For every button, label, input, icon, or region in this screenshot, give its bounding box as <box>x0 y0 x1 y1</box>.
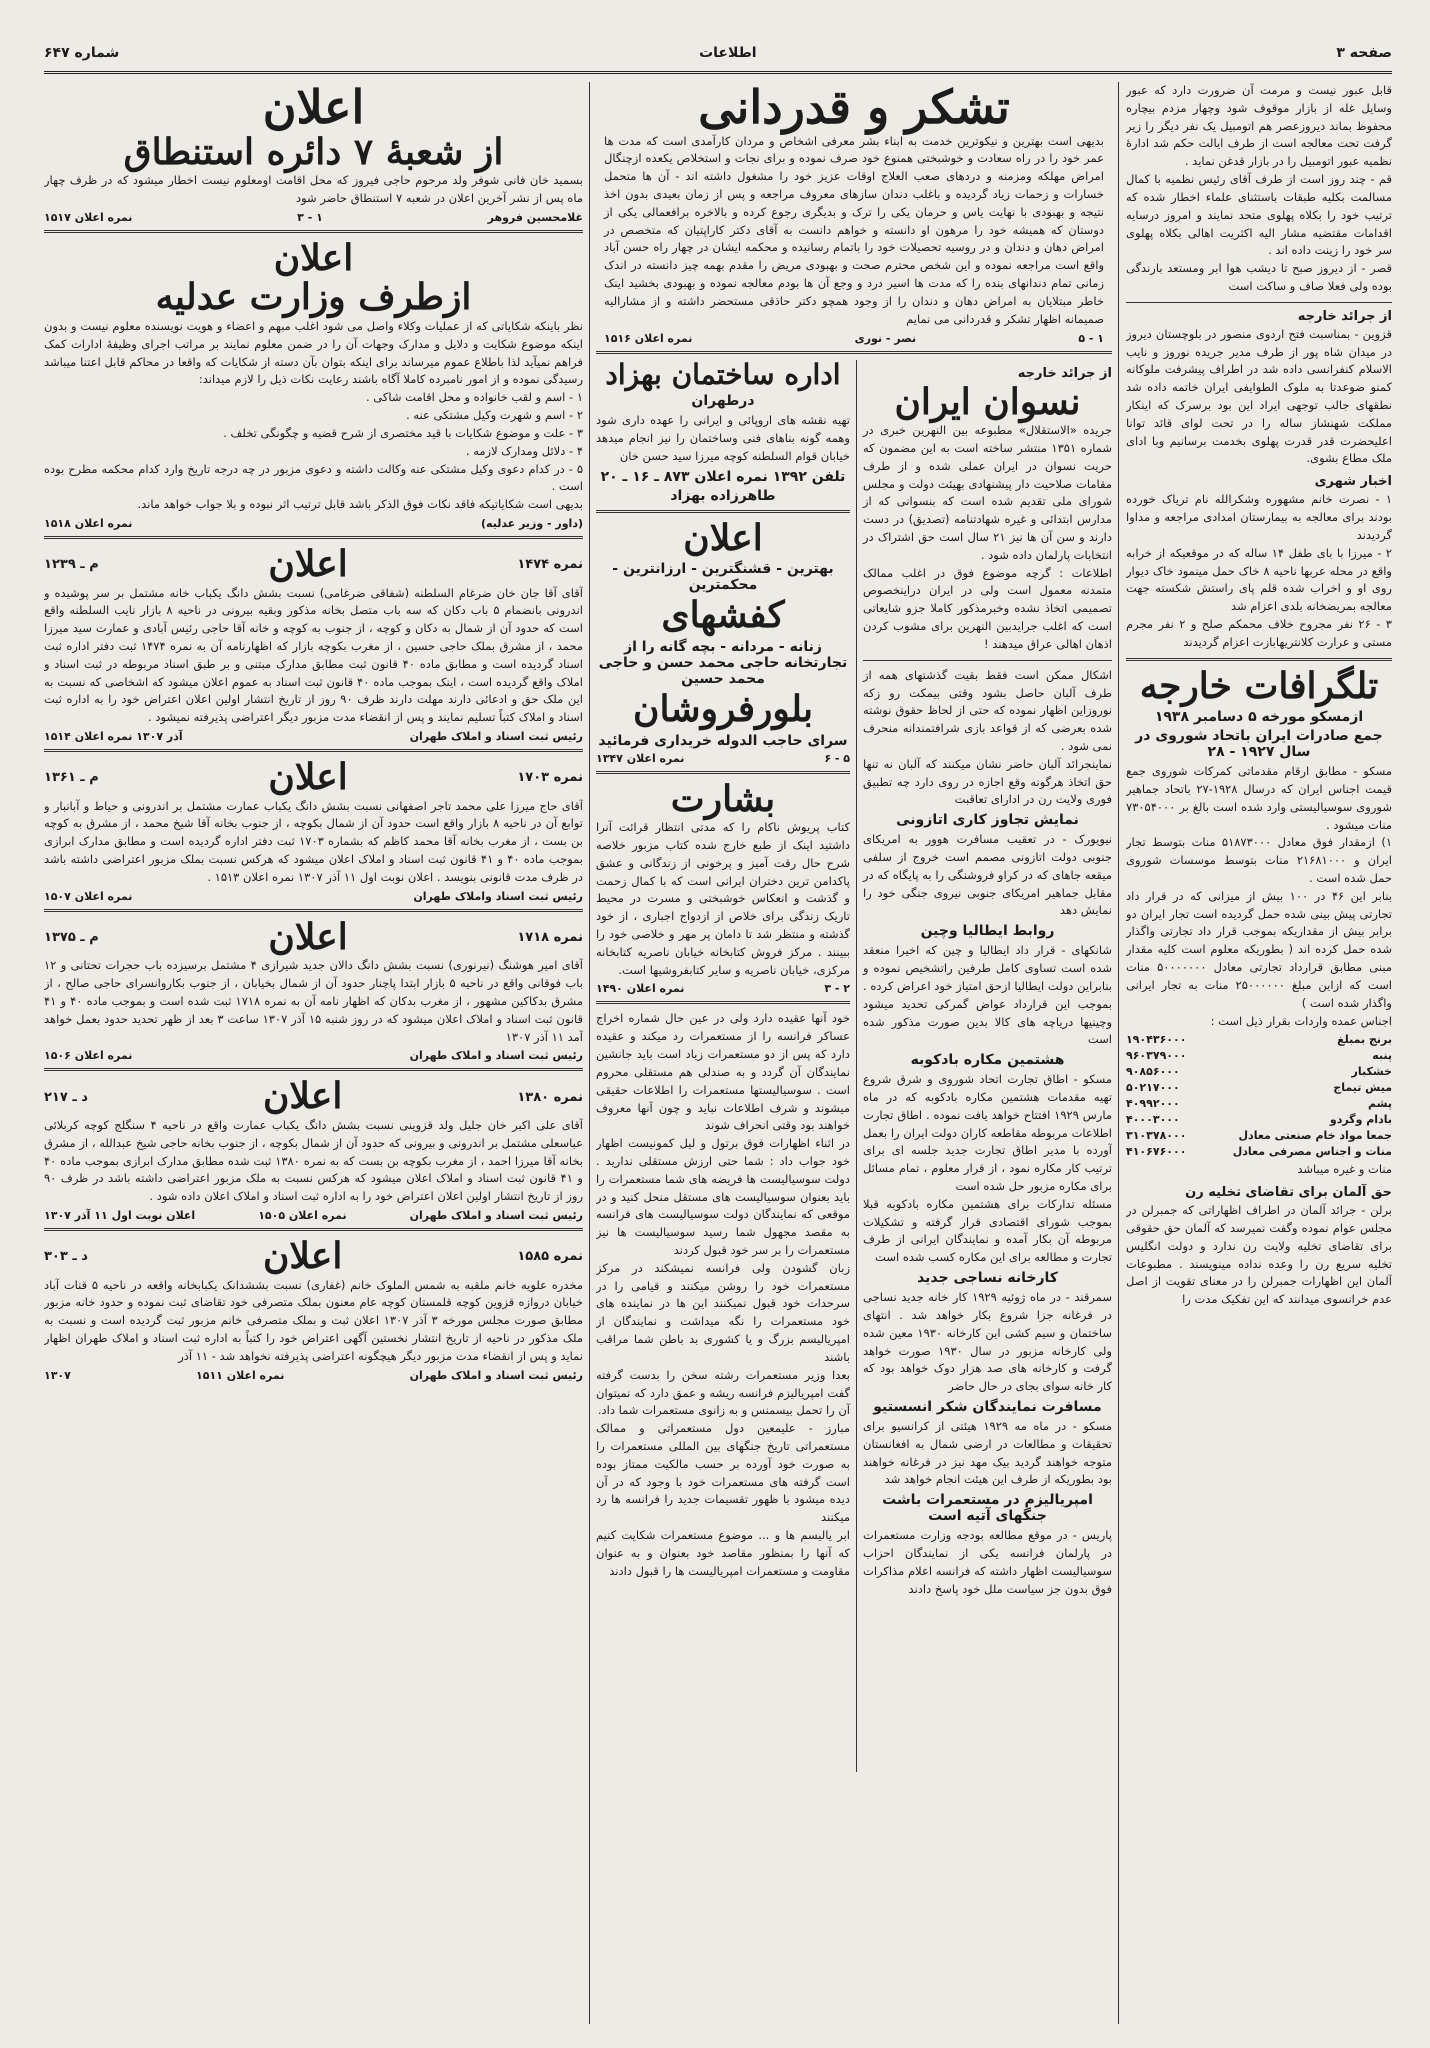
ad-file-number: د ـ ۲۱۷ <box>44 1089 88 1105</box>
good-news-title: بشارت <box>670 777 776 820</box>
import-name: پنبه <box>1372 1049 1392 1063</box>
signature: رئیس ثبت اسناد و املاک طهران <box>409 1368 583 1382</box>
article-text: بدیهی است بهترین و نیکوترین خدمت به ابناء بشر معرفی اشخاص و مردان کارآمدی است که مدت ها عمر خود را در راه سعادت و خوشبختی همنوع خود صرف نموده و برای نجات و استخلاص یکعده ازچنگال امراض مهلکه ومزمنه و دردهای صعب العلاج اوقات عزیز خود را مشغول داشته اند - آن ها متحمل خسارات و زحمات زیاد گردیده و باغلب دندان سازهای معروف مراجعه و پس از زمان بعیدی بدون اخذ نتیجه و بهبودی با نهایت یاس و حرمان یکی را ترک و بدیگری رجوع کرده و بالاخره برافعمالی یکی از دوستان که همیشه خود را مرهون او دانسته و خواهم دانست به آقای دکتر کاراپتیان که متخصص در امراض دهان و دندان و در روسیه تحصیلات خود را باتمام رسانیده و محکمه ایشان در چهار راه حسن آباد واقع است مراجعه نموده و این شخص محترم صحت و بهبودی مریض را مقدم بهمه چیز دانسته در اندک زمانی تمام دندانهای بنده را که مدت ها اسیر درد و وجع آن ها بودم معالجه نموده و بهبودی بخشید اینک خاطر مبتلایان به امراض دهان و دندان را از وجود همچو دکتر حاذقی مستحضر داشته و از مشارالیه صمیمانه اظهار تشکر و قدردانی می نمایم <box>604 133 1104 326</box>
import-name: جمعا مواد خام صنعتی معادل <box>1238 1129 1392 1143</box>
telegrams-dateline: ازمسکو مورخه ۵ دسامبر ۱۹۳۸ <box>1154 709 1364 726</box>
import-name: خشکبار <box>1351 1065 1392 1079</box>
thanks-title: تشکر و قدردانی <box>698 82 1010 134</box>
article-text: اجناس عمده واردات بقرار ذیل است : <box>1210 1013 1392 1028</box>
article-text: ابر یالیسم ها و ... موضوع مستعمرات شکایت کنیم که آنها را بمنظور مقاصد خود بعنوان و به عنوان مقاومت و مستعمرات امپریالیست ها را قبول دادند <box>596 1528 850 1578</box>
ad-subtitle: بهترین - قشنگترین - ارزانترین - محکمترین <box>612 561 834 594</box>
section-heading: از جرائد خارجه <box>1297 308 1392 324</box>
ad-item: ۱ - اسم و لقب خانواده و محل اقامت شاکی . <box>366 390 583 405</box>
import-name: پشم <box>1368 1097 1392 1111</box>
ad-text: آقای حاج میرزا علی محمد تاجر اصفهانی نسبت بشش دانگ یکباب عمارت مشتمل بر اندرونی و حیاط و آبانبار و توابع آن در ناحیه ۸ بازار واقع است حدود آن از شمال بکوچه ، از جنوب بخانه آقا شیخ محمد ، از مشرق به کوچه بن بست ، از مغرب بخانه آقا محمد کاظم که بشماره ۱۷۰۳ ثبت دفتر اداره گردیده است و مطابق مدارک ابرازی بموجب ماده ۴۰ و ۴۱ قانون ثبت اسناد و املاک اعلان میشود که هرکس نسبت بملک مزبور اعتراضی داشته باشد در ظرف مدت قانونی بنویسد . اعلان نوبت اول ۱۱ آذر ۱۳۰۷ نمره اعلان ۱۵۱۳ . <box>44 798 583 884</box>
store-title: بلورفروشان <box>633 687 813 730</box>
article-text: مسکو - اطاق تجارت اتحاد شوروی و شرق شروع تهیه مقدمات هشتمین مکاره بادکوبه که در ماه مارس ۱۹۲۹ افتتاح خواهد یافت نموده . اطاق تجارت اطلاعات مربوطه مقاطعه کاران دولت ایران را بعمل آورده با مدیر اطاق تجارت جدید جلسه ای برای ترتیب کار مکاره نمود ، از قرار معلوم ، تمام مسائل برای مکاره مزبور حل شده است <box>863 1072 1112 1193</box>
ad-reg-number: نمره ۱۷۰۳ <box>517 770 583 786</box>
import-name: برنج بمبلغ <box>1337 1033 1392 1047</box>
ad-number: نمره اعلان ۱۵۱۷ <box>44 210 133 224</box>
article-text: پاریس - در موقع مطالعه بودجه وزارت مستعمرات در پارلمان فرانسه یکی از نمایندگان احزاب سوسیالیست اظهار داشته که فرانسه اعلام مذاکرات فوق بدون جز سیاست ملل خود پاسخ دادند <box>863 1528 1112 1596</box>
article-text: نماینجرائد آلبان حاضر نشان میکنند که آلبان نه تنها حق اتخاذ هرگونه وقع اجازه در روی دارد چه تطبیق فوری ولایت رن در ادارای تعاقبت <box>863 756 1112 807</box>
ad-parts: ۱ - ۳ <box>297 210 323 224</box>
article-text: قصر - از دیروز صبح تا دیشب هوا ابر ومستعد بارندگی بوده ولی فعلا صاف و ساکت است <box>1126 261 1392 293</box>
article-text: مبارز - علیمعین دول مستعمراتی و ممالک مستعمراتی تاریخ جنگهای بین المللی مستعمرات را به صورت خود آورده بر حسب مالکیت ممتاز بوده است گرفته های مستعمرات خود با وجود که در آن دیده میشود با ظهور تقسیمات جدید را فرانسه ها رد میکنند <box>596 1421 850 1525</box>
article-text: نیویورک - در تعقیب مسافرت هوور به امریکای جنوبی دولت اتازونی مصمم است خروج از سلفی میقعه جاهای که در کراو فروشنگی را به پایگاه که در مقابل جماهیر امریکای جنوبی نیروی جنگی خود را نمایش دهد <box>863 832 1112 918</box>
ad-number: نمره اعلان ۱۵۰۶ <box>44 1049 133 1063</box>
import-name: بادام وگردو <box>1329 1113 1392 1127</box>
ad-item: ۲ - اسم و شهرت وکیل مشتکی عنه . <box>406 408 583 423</box>
section-heading: اخبار شهری <box>1314 474 1392 490</box>
news-headline: مسافرت نمایندگان شکر انسستیو <box>873 1398 1102 1415</box>
ad-title: اعلان <box>268 756 348 799</box>
article-text: کتاب پریوش ناکام را که مدتی انتظار قرائت آنرا داشتید اینک از طبع خارج شده کتاب مزبور خلاصه شرح حال رقت آمیز و پرخونی از زندگانی و عشق پاکدامن ترین دختران ایرانی است که با کمال زحمت و گذشت و انعکاس خوشبختی و مسرت در محیط تاریک زندگی برای خلاص از ازدواج اجباری ، از خود گذشته و منتظر شد تا دامان پر مهر و خلاصی خود را ببینند . مرکز فروش کتابخانه خیابان ناصریه کتابخانه مرکزی، خیابان ناصریه و سایر کتابفروشیها است. <box>596 820 850 977</box>
ad-item: ۵ - در کدام دعوی وکیل مشتکی عنه وکالت داشته و دعوی مزبور در چه درجه تاریخ وارد کدام محکمه مطرح بوده است . <box>44 461 583 494</box>
section-heading: حق آلمان برای تقاضای تخلیه رن <box>1185 1185 1392 1201</box>
article-text: شانکهای - قرار داد ایطالیا و چین که اخیرا منعقد شده است تساوی کامل طرفین راتشخیص نموده و بنابراین دولت ایطالیا ازحق امتیاز خود اعراض کرده . بموجب این قرارداد عواض گمرکی تحدید میشود وچینیها دریاچه های کالا بدین صورت مذکور شده است <box>863 943 1112 1047</box>
masthead <box>44 34 1392 74</box>
import-value: ۴۰۹۹۲۰۰۰ <box>1126 1097 1180 1111</box>
import-value: ۴۰۰۰۳۰۰۰ <box>1126 1113 1180 1127</box>
ad-text: مخدره علویه خانم ملقبه به شمس الملوک خانم (غفاری) نسبت بششدانک یکبابخانه واقعه در ناحیه ۵ قنات آباد خیابان دروازه قزوین کوچه قلمستان کوچه عام معنون بملک متصرفی خود تقاضای ثبت نموده و حدود خانه مزبور مطابق صورت مجلس مورخه ۳ آذر ۱۳۰۷ اعلان ثبت و بملک متصرفی خانم مزبور ثبت گردیده است و نسبت به ملک مذکور در ناحیه از تاریخ انتشار نخستین آگهی اعتراض خود را کتباً به اداره ثبت اسناد و املاک طهران اظهار نماید و پس از انقضاء مدت مزبور دیگر هیچگونه اعتراضی پذیرفته نخواهد شد - ۱۱ آذر <box>44 1277 583 1363</box>
article-text: منات و غیره میباشد <box>1297 1162 1392 1177</box>
ad-file-number: د ـ ۳۰۳ <box>44 1249 88 1265</box>
column-rule <box>1118 82 1119 2024</box>
ad-subtitle: ازطرف وزارت عدلیه <box>155 276 472 319</box>
column-rule <box>589 82 590 2024</box>
article-text: مسکو - در ماه مه ۱۹۲۹ هیئتی از کرانسیو برای تحقیقات و مطالعات در ارضی شمال به افغانستان متوجه خواهند گردید بیک مهد نیز در فرغانه خواهند بود بطوریکه از طرف این هیئت انجام خواهد شد <box>863 1418 1112 1487</box>
article-text: خود آنها عقیده دارد ولی در عین حال شماره اخراج عساکر فرانسه را از مستعمرات رد میکند و عقیده دارد که پس از دو مستعمرات زیاد است باید جانشین نمایندگان آن گردد و به صندلی هم مستقلی محروم است . سوسیالیستها مستعمرات را اطلاعات حقیقی میشوند و شرف اطلاعات نباید و چون آنها معروف خواهند بود وقتی انحراف شوند <box>596 1011 850 1133</box>
ad-item: ۴ - دلائل ومدارک لازمه . <box>465 443 583 458</box>
ad-parts: ۱ - ۵ <box>1078 331 1104 345</box>
article-text: مسکو - مطابق ارقام مقدماتی کمرکات شوروی جمع قیمت اجناس ایران که درسال ۱۹۲۸-۲۷ باتحاد جماهیر شوروی سوسیالیستی وارد شده است بالغ بر ۷۳۰۵۴۰۰۰ منات میشود . <box>1126 764 1392 832</box>
ad-file-number: م ـ ۱۳۷۵ <box>44 929 99 945</box>
ad-number: نمره اعلان ۱۵۰۷ <box>44 889 133 903</box>
page-number: صفحه ۳ <box>1336 44 1392 61</box>
article-text: مسئله تدارکات برای هشتمین مکاره بادکوبه قبلا بموجب شورای اقتصادی قرار گرفته و تشکیلات مربوطه آن بکار آمده و نمایندگان ایرانی از طرف تجارت و مطالعه برای این مکاره کسب شده است <box>863 1196 1112 1265</box>
ad-parts: ۲ - ۳ <box>824 982 850 996</box>
left-column <box>44 82 583 2024</box>
ad-date: اعلان نوبت اول ۱۱ آذر ۱۳۰۷ <box>44 1209 196 1222</box>
article-text: زبان گشودن ولی فرانسه نمیشکند در مرکز مستعمرات خود را روشن میکنند و قیامی را در سرحدات خود قبول نمیکنند این ها در نماینده های خود مستعمرات را نگه میداشت و نمایندگان از امپریالیسم بزرگ و یا کشوری بد باطن شما مراقب باشند <box>596 1260 850 1364</box>
article-text: ۲ - میرزا با بای طفل ۱۴ ساله که در موقعیکه از خرابه واقع در محله عربها ناحیه ۸ خاک حمل مینمود خاک دیوار روی او و اخراب شده قلم پای راستش شکسته جهت معالجه بمریضخانه بلدی اعزام شد <box>1126 545 1392 614</box>
import-value: ۹۶۰۳۷۹۰۰۰ <box>1126 1049 1187 1063</box>
ad-parts: ۵ - ۶ <box>824 751 850 765</box>
import-row <box>1126 1113 1392 1126</box>
ad-reg-number: نمره ۱۷۱۸ <box>517 929 583 945</box>
ad-title: اعلان <box>262 1235 343 1277</box>
import-row <box>1126 1145 1392 1158</box>
signature: رئیس ثبت اسناد و املاک طهران <box>409 1049 583 1063</box>
ad-date: ۱۳۰۷ <box>44 1368 71 1382</box>
behzad-location: درطهران <box>691 393 755 410</box>
ad-title: اعلان <box>683 516 763 559</box>
import-row <box>1126 1049 1392 1062</box>
news-headline: روابط ایطالیا وچین <box>920 923 1055 940</box>
import-row <box>1126 1081 1392 1094</box>
ad-title: اعلان <box>273 236 354 279</box>
signature: رئیس ثبت اسناد واملاک طهران <box>413 889 583 903</box>
article-text: سمرقند - در ماه ژوئیه ۱۹۲۹ کار خانه جدید نساجی در فرغانه جزا شروع بکار خواهد شد . انتهای ساختمان و سیم کشی این کارخانه ۱۹۳۰ معین شده ولی کارخانه مزبور در سال ۱۹۳۰ صورت خواهد گرفت و کارخانه های صد هزار دوک خواهد بود که کار خانه سوای بجای در حال حاضر <box>863 1290 1112 1394</box>
news-headline: کارخانه نساجی جدید <box>917 1270 1058 1287</box>
article-text: تهیه نقشه های اروپائی و ایرانی را عهده داری شود وهمه گونه بناهای فنی وساختمان را نیز انجام میدهد خیابان قوام السلطنه کوچه میرزا سید حسن خان <box>596 413 850 463</box>
import-row <box>1126 1129 1392 1142</box>
import-row <box>1126 1065 1392 1078</box>
signature: غلامحسین فروهر <box>487 210 583 224</box>
import-name: میش تیماج <box>1333 1081 1392 1095</box>
ads-column <box>596 360 856 1772</box>
import-row <box>1126 1033 1392 1046</box>
ad-reg-number: نمره ۱۴۷۴ <box>517 557 583 573</box>
ad-item: ۳ - علت و موضوع شکایات با قید مختصری از شرح قضیه و چگونگی تخلف . <box>223 425 583 440</box>
import-value: ۴۱۰۶۷۶۰۰۰ <box>1126 1145 1187 1159</box>
imports-list <box>1126 1033 1392 1158</box>
article-text: ۱ - نصرت خانم مشهوره وشکرالله نام تریاک خورده بودند برای معالجه به بیمارستان امدادی مراجعه و مداوا گردیدند <box>1126 492 1392 542</box>
ad-text: بدیهی است شکایاتیکه فاقد نکات فوق الذکر باشد قابل ترتیب اثر نبوده و بلا جواب خواهد ماند. <box>137 497 583 512</box>
ad-title: اعلان <box>268 915 348 958</box>
paper-name: اطلاعات <box>699 44 757 61</box>
ad-number: نمره اعلان ۱۵۱۸ <box>44 516 133 530</box>
signature: (داور - وزیر عدلیه) <box>481 516 583 530</box>
ad-subtitle: از شعبهٔ ۷ دائره استنطاق <box>123 130 504 173</box>
news-headline: نمایش تجاوز کاری اتازونی <box>896 812 1079 829</box>
ad-number: نمره اعلان ۱۵۱۶ <box>604 331 693 345</box>
article-text: ۳ - ۲۶ نفر مجروح خلاف محمکم صلح و ۲ نفر مجرم مستی و عرارت کلانتریهابازت اعزام گردیدند <box>1126 616 1392 649</box>
shoes-title: کفشهای <box>661 594 785 637</box>
signature: نصر - نوری <box>854 331 917 345</box>
foreign-news-column <box>856 360 1112 1772</box>
ad-reg-number: نمره ۱۵۸۵ <box>517 1249 583 1265</box>
newspaper-page <box>44 34 1392 2024</box>
ad-text: آقای امیر هوشنگ (نیرنوری) نسبت بشش دانگ دالان جدید شیرازی ۴ مشتمل برسیزده باب حجرات تحتانی و ۱۲ باب فوقانی واقع در ناحیه ۵ بازار ابتدا پاچنار حدود آن از شمال بخیابان ، از جنوب بکاروانسرای حاجی صالح ، از مشرق بدکاکین مشهور ، از مغرب بدکان که اظهار نامه آن به نمره ۱۷۱۸ ثبت شده است و بموجب ماده ۴۰ و ۴۱ قانون ثبت اسناد و املاک اعلان میشود که در روز شنبه ۱۵ آذر ۱۳۰۷ ساعت ۳ بعد از ظهر تحدید حدود بعمل خواهد آمد ۱۱ آذر ۱۳۰۷ <box>44 958 583 1044</box>
ad-title: اعلان <box>262 1075 343 1118</box>
signature: طاهرزاده بهزاد <box>670 487 776 504</box>
center-columns <box>596 82 1112 2024</box>
article-text: برلن - جرائد آلمان در اطراف اظهاراتی که جمبرلن در مجلس عوام نموده وگفت نمیرسد که آلمان حق حقوقی برای تقاضای تخلیه ولایت رن ندارد و دولت انگلیس تخلیه سریع رن را وعده نداده مینویسند . مطبوعات آلمان این اظهارات جمبرلن را در معنای تقویت از اصل عدم خرانسوی میدانند که این تفکیک مدت را <box>1126 1203 1392 1307</box>
news-headline: امپریالیزم در مستعمرات باشت جنگهای آتیه است <box>882 1492 1093 1525</box>
import-value: ۱۹۰۴۳۶۰۰۰ <box>1126 1033 1187 1047</box>
ad-file-number: م ـ ۱۳۶۱ <box>44 770 99 786</box>
article-text: قم - چند روز است از طرف آقای رئیس نظمیه با کمال مسالمت بکلیه طبقات باستثنای علماء اخطار شده که ترتیب خود را بکلاه پهلوی متحد نمایند و امروز درسایه اقدامات مقتضیه مشار الیه اکثریت اهالی بکلاه پهلوی سر خود را زینت داده اند . <box>1126 172 1392 258</box>
signature: رئیس ثبت اسناد و املاک طهران <box>409 730 583 744</box>
telegrams-headline: جمع صادرات ایران باتحاد شوروی در سال ۱۹۲۷ - ۲۸ <box>1135 728 1383 761</box>
signature: رئیس ثبت اسناد و املاک طهران <box>409 1209 583 1222</box>
ad-title: اعلان <box>268 542 348 585</box>
article-text: قابل عبور نیست و مرمت آن ضرورت دارد که عبور وسایل غله از بازار موقوف شود وچهار مزدم بیچاره محفوظ بماند دیروزعصر هم اتومبیل یک نفر دیگر را زیر گرفت تحت معالجه است از طرف ایالت حکم شد ادارهٔ نظمیه عبور اتومبیل را در بازار قدغن نماید . <box>1126 83 1392 169</box>
import-row <box>1126 1097 1392 1110</box>
ad-reg-number: نمره ۱۳۸۰ <box>517 1089 583 1105</box>
article-text: در اثناء اظهارات فوق برتول و لیل کمونیست اظهار خود جواب داد : شما حتی ارزش مستقلی ندارید . دولت سوسیالیست ها فریضه های شما مستعمرات را باید بعنوان سوسیالیست های مستقل منحل کنید و در موقعی که نمایندگان دولت سوسیالیست های فرانسه به مقصد مجهول شما رسید سوسیالیست ها نیز مستعمرات را بر سر خود قبول کردند <box>596 1136 850 1258</box>
ad-items-list <box>44 389 583 496</box>
import-value: ۳۱۰۳۷۸۰۰۰ <box>1126 1129 1187 1143</box>
article-text: بنابر این ۴۶ در ۱۰۰ بیش از میزانی که در قرار داد تجارتی پیش بینی شده حمل گردیده است تجار ایران دو برابر بیش از مقداریکه بموجب قرار داد تجارتی واگذار شده حمل کرده اند ( بطوریکه معلوم است کلیه مقدار مبنی مطابق قرارداد تجارتی معادل ۵۰۰۰۰۰۰۰ منات است که ازاین مبلغ ۲۵۰۰۰۰۰۰ منات به تجار ایرانی واگذار شده است ) <box>1126 888 1392 1010</box>
article-text: سرای حاجب الدوله خریداری فرمائید <box>598 732 848 749</box>
import-name: منات و اجناس مصرفی معادل <box>1232 1145 1392 1159</box>
import-value: ۵۰۲۱۷۰۰۰ <box>1126 1081 1180 1095</box>
ad-number: نمره اعلان ۱۵۰۵ <box>258 1209 347 1222</box>
article-text: بعدا وزیر مستعمرات رشته سخن را بدست گرفته گفت امپریالیزم فرانسه ریشه و عمق دارد که نمیتوان آن را تحمل بیسمنس و به زانوی مستعمرات شما داد. <box>596 1367 850 1418</box>
telegrams-title: تلگرافات خارجه <box>1139 664 1379 707</box>
ad-title: اعلان <box>262 82 365 134</box>
ad-number: نمره اعلان ۱۵۱۱ <box>196 1368 285 1382</box>
behzad-title: اداره ساختمان بهزاد <box>605 359 841 391</box>
import-value: ۹۰۸۵۶۰۰۰ <box>1126 1065 1180 1079</box>
iran-women-title: نسوان ایران <box>894 380 1081 423</box>
ad-file-number: م ـ ۱۲۳۹ <box>44 557 99 573</box>
article-text: اشکال ممکن است فقط بقیت گذشتهای همه از طرف آلبان حاصل بشود وقتی بیمکت رو زکه نوروزاین اظهار نموده که حتی از لحاظ حقوق نوشته شده بعرضی که از قواعد بازی شرافتمندانه منحرف نمی شود . <box>863 667 1112 753</box>
ad-text: آقای علی اکبر خان جلیل ولد قزوینی نسبت بشش دانگ یکباب عمارت واقع در ناحیه ۴ سنگلج کوچه کربلائی عباسعلی مشتمل بر اندرونی و بیرونی که حدود آن از شمال بکوچه ، از جنوب بخانه حاجی شیخ عبدالله ، از مشرق بخانه آقا میرزا احمد ، از مغرب بکوچه بن بست که به نمره ۱۳۸۰ ثبت شده مطابق مدارک ابرازی بموجب ماده ۴۰ و ۴۱ قانون ثبت اسناد و املاک اعلان میشود که هرکس نسبت به ملک مزبور اعتراضی داشته باشد در ظرف ۹۰ روز از تاریخ انتشار اولین اعلان اعتراض خود را به اداره ثبت اسناد و املاک اعلان داده شود . <box>44 1117 583 1204</box>
article-text: ۱) ازمقدار فوق معادل ۵۱۸۷۳۰۰۰ منات بتوسط تجار ایران و ۲۱۶۸۱۰۰۰ منات بتوسط موسسات شوروی حمل شده است . <box>1126 835 1392 886</box>
ad-text: بسمید خان فانی شوفر ولد مرحوم حاجی فیروز که محل اقامت اومعلوم نیست اخطار میشود که در ظرف چهار ماه پس از نشر آخرین اعلان در شعبه ۷ استنطاق حاضر شود <box>44 173 583 205</box>
ad-number: نمره اعلان ۱۴۹۰ <box>596 982 685 996</box>
article-text: جریده «الاستقلال» مطبوعه بین النهرین خبری در شماره ۱۳۵۱ منتشر ساخته است به این مضمون که حریت نسوان در ایران عملی شده و از طرف مقامات صلاحیت دار پیشنهادی بهیئت دولت و مجلس شورای ملی تقدیم شده است که بنسوانی که از مدارس ابتدائی و غیره شهادتنامه (تصدیق) در دست دارند و سن آن ها نیز ۲۱ سال است حق اشتراک در انتخابات پارلمان داده شود . <box>863 423 1112 562</box>
ad-text: نظر باینکه شکایاتی که از عملیات وکلاء واصل می شود اغلب مبهم و اعضاء و هویت نویسنده معلوم نیست و بدون اینکه موضوع شکایت و دلایل و مدارک وجهات آن را در ضمن معلوم نمایند بر مراتب اجرای وظیفهٔ ادارات کمک فراهم نمیآید لذا باطلاع عموم میرساند برای اینکه بتوان بآن دسته از شکایات که واقعا در محاکم قابل اعتنا میباشد رسیدگی نموده و از امور نامبرده کاملا آگاه باشند رعایت نکات ذیل را لازم میداند: <box>44 319 583 387</box>
article-text: زنانه - مردانه - بچه گانه را از تجارتخانه حاجی محمد حسن و حاجی محمد حسین <box>598 638 848 687</box>
news-headline: هشتمین مکاره بادکوبه <box>910 1052 1065 1069</box>
issue-number: شماره ۶۴۷ <box>44 44 120 61</box>
behzad-phone: تلفن ۱۳۹۲ نمره اعلان ۸۷۳ ـ ۱۶ ـ ۲۰ <box>600 468 846 485</box>
ad-number: نمره اعلان ۱۳۴۷ <box>596 751 685 765</box>
ad-date: آذر ۱۳۰۷ نمره اعلان ۱۵۱۴ <box>44 730 183 744</box>
article-text: قزوین - بمناسبت فتح اردوی منصور در بلوچستان دیروز در میدان شاه پور از طرف مدیر جریده نوروز و نایب الاسلام کنفرانسی داده شد در اطراف پیشرفت ملوکانه کمنو ضوعدتا به ملوک الطوایفی ایران خاتمه داده شد نطقهای جالب توجهی ایراد این بود برسرک که اینکار مملکت شهنشاز ساله را در تحت لوای قائد توانا اعلیحضرت قدر قدرت پهلوی بخدمت برسانیم وبا ادای ملک مطاع بشوی. <box>1126 326 1392 466</box>
ad-text: آقای آقا جان خان ضرغام السلطنه (شفاقی ضرغامی) نسبت بشش دانگ یکباب خانه مشتمل بر سر پوشیده و اندرونی بانضمام ۵ باب دکان که سه باب متصل بخانه مذکور وبقیه بیرونی در ناحیه ۸ بازار نایب السلطنه واقع است که حدود آن از شمال به دکان و کوچه ، از جنوب به کوچه و خانه آقا حاجی رئیس آبادی و عمارت سید میرزا محمد ، از مشرق بملک حاجی حسین ، از مغرب بکوچه بازار که اظهارنامه آن به نمره ۱۴۷۴ ثبت دفتر اداره ثبت اسناد گردیده است و مطابق ماده ۴۰ قانون ثبت مطابق مدارک مبتنی و بر طبق اسناد مربوطه در ثبت اسناد و املاک واقع گردیده است ، اینک بموجب ماده ۴۰ قانون ثبت اسناد به عموم اعلان میشود که اشخاصی که نسبت به این ملک حق و ادعائی دارند مهلت دارند ظرف ۹۰ روز از تاریخ انتشار اولین اعلان اعتراض خود را به اداره ثبت اسناد و املاک کتباً تسلیم نمایند و پس از انقضاء مدت مزبور دیگر اعتراضی پذیرفته نمیشود . <box>44 585 583 725</box>
right-column <box>1126 82 1392 2024</box>
article-text: اطلاعات : گرچه موضوع فوق در اغلب ممالک متمدنه معمول است ولی در ایران دراینخصوص تصمیمی اتخاذ نشده وخبرمذکور کاملا جزو شایعاتی است که اغلب جرایدبین النهرین برای مشوب کردن اذهان اهالی عراق میدهند ! <box>863 565 1112 651</box>
section-heading: از جرائد خارجه <box>1017 365 1112 381</box>
